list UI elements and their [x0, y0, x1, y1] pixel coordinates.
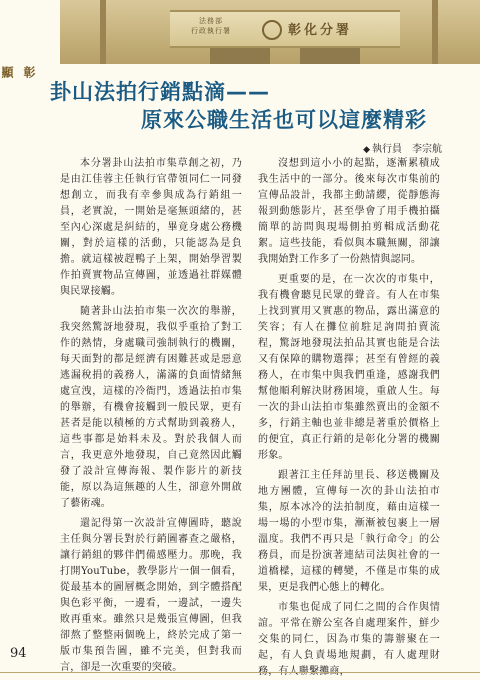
- paragraph: 還記得第一次設計宣傳圖時，聽說主任與分署長對於行銷圖審查之嚴格，讓行銷組的夥伴們備感壓力。那晚，我打開YouTube，教學影片一個一個看，從最基本的圖層概念開始，到字體搭配與色彩平衡，一邊看，一邊試，一邊失敗再重來。雖然只是幾張宣傳圖，但我卻熬了整整兩個晚上，終於完成了第一版市集預告圖，雖不完美，但對我而言，卻是一次重要的突破。: [60, 518, 242, 673]
- left-text-column: [60, 156, 242, 673]
- building-door: [210, 48, 270, 64]
- right-text-column: [258, 156, 440, 677]
- paragraph: 跟著江主任拜訪里長、移送機關及地方團體，宣傳每一次的卦山法拍市集，原本冰冷的法拍制度，藉由這樣一場一場的小型市集，漸漸被包裹上一層溫度。我們不再只是「執行命令」的公務員，而是扮演著連結司法與社會的一道橋樑，這樣的轉變，不僅是市集的成果，更是我們心態上的轉化。: [258, 470, 440, 593]
- paragraph: 隨著卦山法拍市集一次次的舉辦，我突然驚訝地發現，我似乎重拾了對工作的熱情，身處職司強制執行的機關，每天面對的都是經濟有困難甚或是惡意逃漏稅捐的義務人，滿滿的負面情緒無處宣洩，這樣的冷衙門，透過法拍市集的舉辦，有機會接觸到一般民眾，更有甚者是能以積極的方式幫助到義務人，這些事都是始料未及。對於我個人而言，我更意外地發現，自己竟然因此觸發了設計宣傳海報、製作影片的新技能，原以為這無趣的人生，卻意外開啟了藝術魂。: [60, 306, 242, 509]
- article-title-line-2: 原來公職生活也可以這麼精彩: [141, 108, 427, 132]
- header-photo-banner: [60, 0, 480, 64]
- paragraph: 市集也促成了同仁之間的合作與情誼。平常在辦公室各自處理案件，鮮少交集的同仁，因為市集的籌辦聚在一起，有人負責場地規劃，有人處理財務，有人聯繫攤商，: [258, 602, 440, 677]
- building-pillar: [100, 0, 106, 64]
- page-number: 94: [10, 646, 27, 661]
- paragraph: 沒想到這小小的起點，逐漸累積成我生活中的一部分。後來每次市集前的宣傳品設計，我都主動請纓，從靜態海報到動態影片，甚至學會了用手機拍攝簡單的訪問與現場側拍剪輯成活動花絮。這些技能，看似與本職無關，卻讓我開始對工作多了一份熱情與認同。: [258, 158, 440, 265]
- byline: [363, 140, 442, 155]
- article-title-line-1: 卦山法拍行銷點滴——: [50, 80, 270, 104]
- bottom-divider: [0, 672, 480, 673]
- agency-emblem-icon: [262, 20, 282, 40]
- author-role: 執行員: [372, 144, 402, 155]
- paragraph: 本分署卦山法拍市集草創之初，乃是由江佳蓉主任執行官帶領同仁一同發想創立，而我有幸參與成為行銷組一員，老實說，一開始是毫無頭緒的，甚至內心深處是糾結的，畢竟身處公務機關，對於這樣的活動，只能認為是負擔。就這樣被趕鴨子上架，開始學習製作拍賣實物品宣傳圖，並透過社群媒體與民眾接觸。: [60, 158, 242, 297]
- signboard-large-text: 彰化分署: [288, 23, 353, 38]
- author-name: 李宗航: [412, 144, 442, 155]
- diamond-icon: ◆: [363, 145, 370, 155]
- building-pillar: [432, 0, 438, 64]
- paragraph: 更重要的是，在一次次的市集中，我有機會聽見民眾的聲音。有人在市集上找到實用又實惠的物品，露出滿意的笑容；有人在攤位前駐足詢問拍賣流程，驚訝地發現法拍品其實也能是合法又有保障的購物選擇；甚至有曾經的義務人，在市集中與我們重逢，感謝我們幫他順利解決財務困境，重啟人生。每一次的卦山法拍市集雖然賣出的金額不多，行銷主軸也並非總是著重於價格上的便宜，真正行銷的是彰化分署的機關形象。: [258, 274, 440, 461]
- agency-signboard: [170, 10, 400, 48]
- signboard-small-text: 法務部 行政執行署: [191, 17, 231, 35]
- vertical-motto: 彰 顯: [0, 66, 36, 82]
- building-door: [300, 48, 360, 64]
